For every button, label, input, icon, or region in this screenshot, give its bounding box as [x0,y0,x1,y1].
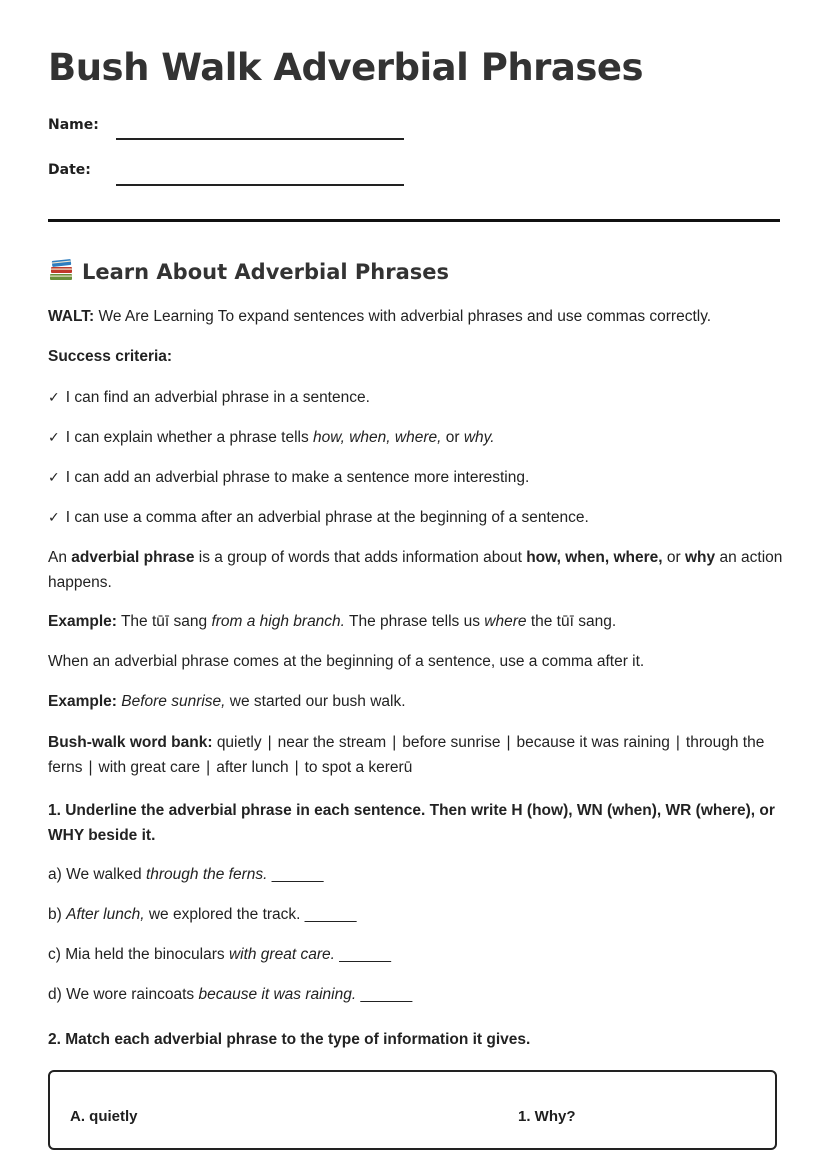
matching-box [48,1070,777,1150]
question-1a-phrase: through the ferns. [145,866,268,883]
example-1-end: the tūī sang. [530,613,617,630]
criterion-3-text: I can add an adverbial phrase to make a sentence more interesting. [65,469,530,486]
date-line [116,184,404,186]
word-bank-separator: | [506,734,511,751]
criterion-2-or: or [445,429,460,446]
question-1a [48,862,788,887]
criterion-2-text: I can explain whether a phrase tells [65,429,309,446]
answer-blank[interactable]: ______ [304,906,357,923]
example-1-phrase: from a high branch. [211,613,345,630]
word-bank-item: because it was raining [516,734,670,751]
criterion-4 [48,505,788,531]
name-label: Name: [48,117,99,133]
definition-why: why [685,549,716,566]
criterion-2 [48,425,788,451]
example-1 [48,609,788,634]
word-bank-separator: | [88,759,93,776]
page-title: Bush Walk Adverbial Phrases [48,46,644,89]
question-1c-phrase: with great care. [228,946,335,963]
word-bank-separator: | [294,759,299,776]
criterion-3 [48,465,788,491]
question-1a-text: a) We walked [48,866,142,883]
word-bank-label: Bush-walk word bank: [48,734,213,751]
word-bank-item: quietly [216,734,262,751]
success-criteria-label [48,344,788,369]
definition-paragraph [48,545,788,595]
example-2-label: Example: [48,693,117,710]
example-1-mid: The phrase tells us [349,613,480,630]
match-right-item[interactable]: 1. Why? [518,1108,576,1125]
definition-mid: is a group of words that adds information about [198,549,522,566]
section-heading [48,258,449,284]
name-line [116,138,404,140]
answer-blank[interactable]: ______ [271,866,324,883]
word-bank-item: with great care [98,759,201,776]
word-bank-separator: | [206,759,211,776]
example-2-phrase: Before sunrise, [121,693,226,710]
criterion-2-italic: how, when, where, [313,429,442,446]
match-left-item[interactable]: A. quietly [70,1108,138,1125]
check-icon: ✓ [48,510,60,526]
walt-label: WALT: [48,308,95,325]
question-1b-text: we explored the track. [148,906,301,923]
date-label: Date: [48,162,91,178]
question-1d-text: d) We wore raincoats [48,986,195,1003]
question-2-prompt: 2. Match each adverbial phrase to the type of information it gives. [48,1031,531,1048]
success-criteria-text: Success criteria: [48,348,173,365]
criterion-4-text: I can use a comma after an adverbial phrase at the beginning of a sentence. [65,509,589,526]
question-1-prompt: 1. Underline the adverbial phrase in each sentence. Then write H (how), WN (when), WR (where), or WHY beside it. [48,802,775,844]
check-icon: ✓ [48,470,60,486]
example-2-rest: we started our bush walk. [229,693,406,710]
definition-hww: how, when, where, [526,549,663,566]
definition-end: an action happens. [48,549,783,591]
question-1b-phrase: After lunch, [66,906,145,923]
question-1b [48,902,788,927]
books-icon [48,258,74,282]
section-heading-text: Learn About Adverbial Phrases [82,260,450,284]
answer-blank[interactable]: ______ [339,946,391,963]
divider [48,219,780,222]
definition-term: adverbial phrase [71,549,195,566]
word-bank-item: near the stream [277,734,387,751]
word-bank-item: through the ferns [48,734,765,776]
question-1b-letter: b) [48,906,62,923]
word-bank-separator: | [675,734,680,751]
criterion-1-text: I can find an adverbial phrase in a sentence. [65,389,370,406]
criterion-1 [48,385,788,411]
example-1-pre: The tūī sang [120,613,208,630]
walt-line [48,304,788,329]
question-1d [48,982,788,1007]
example-2 [48,689,788,714]
check-icon: ✓ [48,390,60,406]
example-1-label: Example: [48,613,117,630]
example-1-where: where [484,613,527,630]
word-bank-separator: | [267,734,272,751]
check-icon: ✓ [48,430,60,446]
question-1d-phrase: because it was raining. [198,986,357,1003]
question-1c-text: c) Mia held the binoculars [48,946,225,963]
question-1c [48,942,788,967]
word-bank-separator: | [392,734,397,751]
definition-an: An [48,549,67,566]
word-bank-item: after lunch [216,759,289,776]
criterion-2-why: why. [463,429,495,446]
word-bank-item: to spot a kererū [304,759,413,776]
answer-blank[interactable]: ______ [360,986,413,1003]
word-bank-item: before sunrise [402,734,501,751]
definition-or: or [666,549,681,566]
comma-rule: When an adverbial phrase comes at the beginning of a sentence, use a comma after it. [48,653,645,670]
word-bank [48,730,788,780]
walt-text: We Are Learning To expand sentences with adverbial phrases and use commas correctly. [98,308,712,325]
